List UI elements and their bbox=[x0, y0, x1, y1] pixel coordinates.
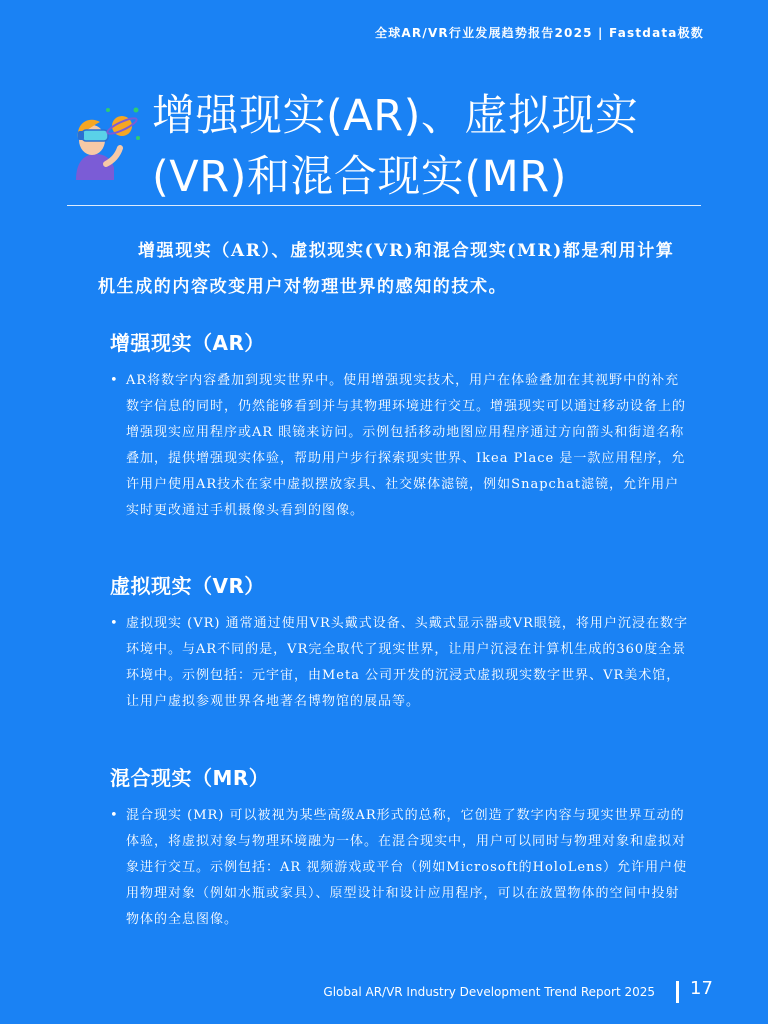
section-body-vr bbox=[110, 611, 690, 715]
section-heading-vr: 虚拟现实（VR） bbox=[110, 574, 265, 598]
section-text-vr: 虚拟现实 (VR) 通常通过使用VR头戴式设备、头戴式显示器或VR眼镜，将用户沉浸在数字环境中。与AR不同的是，VR完全取代了现实世界，让用户沉浸在计算机生成的360度全景环境中。示例包括：元宇宙，由Meta 公司开发的沉浸式虚拟现实数字世界、VR美术馆，让用户虚拟参观世界各地著名博物馆的展品等。 bbox=[126, 616, 688, 709]
page-number: 17 bbox=[690, 978, 713, 999]
bullet-marker: • bbox=[110, 616, 119, 631]
section-heading-mr: 混合现实（MR） bbox=[110, 766, 270, 790]
section-body-mr bbox=[110, 803, 690, 933]
intro-paragraph: 增强现实（AR）、虚拟现实(VR)和混合现实(MR)都是利用计算机生成的内容改变用户对物理世界的感知的技术。 bbox=[98, 241, 675, 297]
footer-divider bbox=[676, 981, 679, 1003]
section-text-ar: AR将数字内容叠加到现实世界中。使用增强现实技术，用户在体验叠加在其视野中的补充数字信息的同时，仍然能够看到并与其物理环境进行交互。增强现实可以通过移动设备上的增强现实应用程序或AR 眼镜来访问。示例包括移动地图应用程序通过方向箭头和街道名称叠加，提供增强现实体验，帮助用户步行探索现实世界、Ikea Place 是一款应用程序，允许用户使用AR技术在家中虚拟摆放家具、社交媒体滤镜，例如Snapchat滤镜，允许用户实时更改通过手机摄像头看到的图像。 bbox=[126, 373, 687, 518]
title-divider bbox=[67, 205, 701, 206]
vr-headset-person-icon bbox=[62, 102, 142, 182]
section-ar bbox=[110, 327, 690, 524]
section-text-mr: 混合现实 (MR) 可以被视为某些高级AR形式的总称，它创造了数字内容与现实世界互动的体验，将虚拟对象与物理环境融为一体。在混合现实中，用户可以同时与物理对象和虚拟对象进行交互。示例包括：AR 视频游戏或平台（例如Microsoft的HoloLens）允许用户使用物理对象（例如水瓶或家具）、原型设计和设计应用程序，可以在放置物体的空间中投射物体的全息图像。 bbox=[126, 808, 688, 927]
bullet-marker: • bbox=[110, 808, 119, 823]
section-mr bbox=[110, 762, 690, 933]
report-header: 全球AR/VR行业发展趋势报告2025 | Fastdata极数 bbox=[375, 26, 704, 40]
section-body-ar bbox=[110, 368, 690, 524]
section-vr bbox=[110, 570, 690, 715]
page-title: 增强现实(AR)、虚拟现实(VR)和混合现实(MR) bbox=[152, 91, 639, 202]
footer-report-title: Global AR/VR Industry Development Trend Report 2025 bbox=[323, 985, 655, 999]
section-heading-ar: 增强现实（AR） bbox=[110, 331, 265, 355]
bullet-marker: • bbox=[110, 373, 119, 388]
